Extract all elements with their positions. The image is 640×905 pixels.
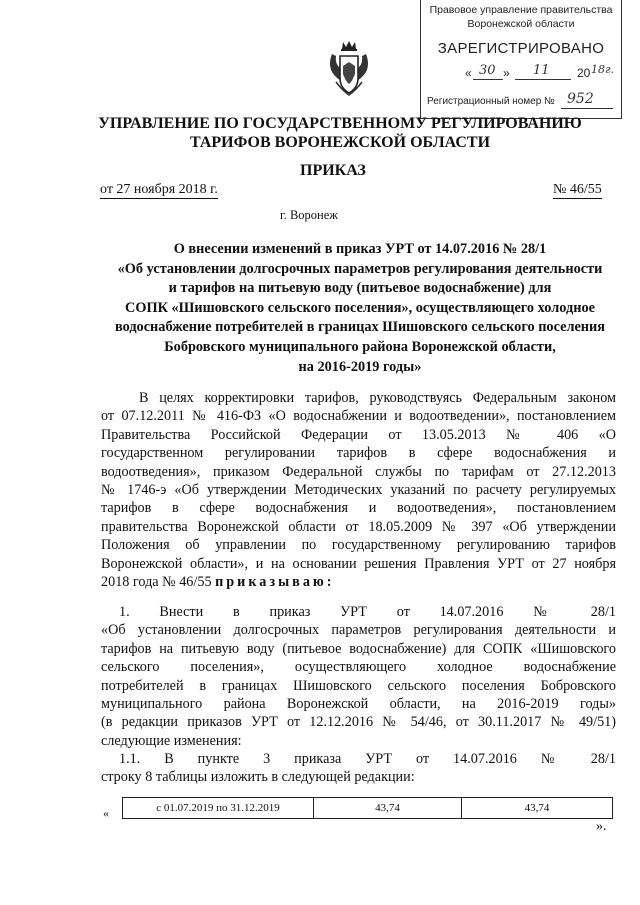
order-word: приказываю: (215, 574, 335, 591)
heading-line: СОПК «Шишовского сельского поселения», осуществляющего холодное (125, 299, 595, 316)
preamble-line: В целях корректировки тарифов, руководствуясь Федеральным законом (139, 390, 616, 406)
order-date: от 27 ноября 2018 г. (100, 182, 218, 197)
item-1-line: тарифов на питьевую воду (питьевое водоснабжение) для СОПК «Шишовского (101, 640, 616, 657)
table-quote-open: « (103, 806, 109, 820)
heading-line: на 2016-2019 годы» (298, 358, 422, 375)
item-1-line: потребителей в границах Шишовского сельского поселения Бобровского (101, 677, 616, 694)
order-city: г. Воронеж (280, 208, 338, 222)
stamp-reg-label: Регистрационный номер № (427, 96, 555, 107)
stamp-month: 11 (533, 63, 550, 78)
table-cell-value1: 43,74 (314, 798, 462, 819)
stamp-reg-number: 952 (567, 91, 594, 107)
coat-of-arms-icon (326, 38, 372, 98)
heading-line: «Об установлении долгосрочных параметров регулирования деятельности (117, 260, 603, 277)
stamp-year-suffix: 18г. (591, 63, 615, 76)
item-1-line: «Об установлении долгосрочных параметров регулирования деятельности и (101, 622, 616, 639)
table-cell-period: с 01.07.2019 по 31.12.2019 (123, 798, 314, 819)
item-1-line: сельского поселения», осуществляющего холодное водоснабжение (101, 659, 616, 676)
preamble-paragraph (101, 389, 616, 591)
registration-stamp (420, 0, 622, 119)
preamble-line: водоотведения», приказом Федеральной службы по тарифам от 27.12.2013 (101, 463, 616, 480)
preamble-line: от 07.12.2011 № 416-ФЗ «О водоснабжении и водоотведении», постановлением (101, 408, 616, 425)
item-1-line: муниципального района Воронежской области, на 2016-2019 годы» (101, 696, 616, 713)
preamble-line: Воронежской области», и на основании решения Правления УРТ от 27 ноября (101, 555, 616, 572)
preamble-line: Правительства Российской Федерации от 13.05.2013 № 406 «О (101, 426, 616, 443)
tariff-table (122, 797, 613, 819)
stamp-status: ЗАРЕГИСТРИРОВАНО (437, 40, 605, 57)
item-1-1-paragraph (101, 750, 616, 787)
item-1-last-line: следующие изменения: (101, 732, 242, 749)
item-1-line: (в редакции приказов УРТ от 12.12.2016 № 54/46, от 30.11.2017 № 49/51) (101, 714, 616, 731)
item-1-line: 1. Внести в приказ УРТ от 14.07.2016 № 28/1 (119, 604, 616, 620)
order-number: № 46/55 (553, 182, 602, 197)
stamp-org-line2: Воронежской области (467, 18, 575, 30)
stamp-day: 30 (479, 63, 496, 78)
preamble-last-line (101, 573, 616, 591)
preamble-line: Положения об управлении по государственному регулированию тарифов (101, 537, 616, 554)
preamble-line: тарифов в сфере водоснабжения и водоотведения», постановлением (101, 500, 616, 517)
stamp-reg-underline (561, 108, 613, 109)
preamble-last-text: 2018 года № 46/55 (101, 574, 212, 591)
heading-line: и тарифов на питьевую воду (питьевое водоснабжение) для (168, 280, 552, 297)
preamble-line: правительства Воронежской области от 18.05.2009 № 397 «Об утверждении (101, 518, 616, 535)
org-title-line1: УПРАВЛЕНИЕ ПО ГОСУДАРСТВЕННОМУ РЕГУЛИРОВАНИЮ (98, 115, 582, 132)
stamp-year-prefix: 20 (577, 66, 591, 80)
item-1-1-line: строку 8 таблицы изложить в следующей редакции: (101, 769, 415, 786)
order-heading (80, 240, 640, 377)
table-row (123, 798, 613, 819)
table-cell-value2: 43,74 (462, 798, 613, 819)
org-title-line2: ТАРИФОВ ВОРОНЕЖСКОЙ ОБЛАСТИ (189, 134, 491, 151)
item-1-1-line: 1.1. В пункте 3 приказа УРТ от 14.07.2016 № 28/1 (119, 751, 616, 767)
stamp-quote-open: « (465, 66, 472, 80)
stamp-quote-close: » (503, 66, 510, 80)
stamp-month-underline (515, 79, 571, 80)
item-1-paragraph (101, 603, 616, 750)
heading-line: Бобровского муниципального района Воронежской области, (164, 338, 556, 355)
heading-line: водоснабжение потребителей в границах Шишовского сельского поселения (114, 319, 606, 336)
stamp-org-line1: Правовое управление правительства (429, 4, 613, 16)
heading-line: О внесении изменений в приказ УРТ от 14.07.2016 № 28/1 (173, 241, 547, 257)
stamp-day-underline (473, 79, 503, 80)
doc-type: ПРИКАЗ (300, 162, 366, 179)
table-quote-close: ». (596, 819, 607, 834)
preamble-line: № 1746-э «Об утверждении Методических указаний по расчету регулируемых (101, 482, 616, 499)
preamble-line: государственном регулировании тарифов в сфере водоснабжения и (101, 445, 616, 462)
